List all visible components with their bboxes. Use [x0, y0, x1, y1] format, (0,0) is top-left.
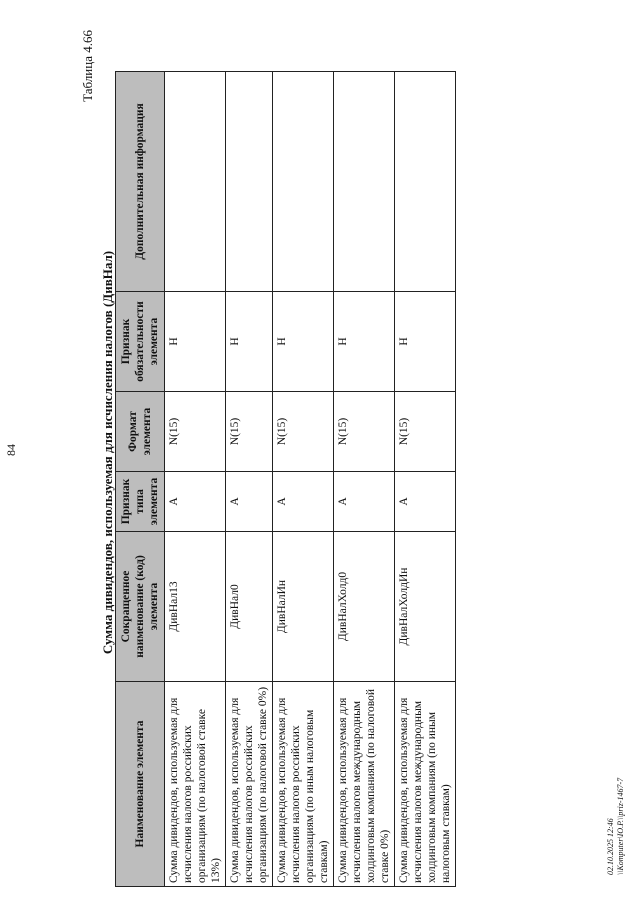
- table-title: Сумма дивидендов, используемая для исчисления налогов (ДивНал): [100, 250, 115, 655]
- table-row: [273, 72, 334, 887]
- cell-name: Сумма дивидендов, используемая для исчисления налогов российских организациям (по налоговой ставке 0%): [226, 682, 273, 887]
- cell-type: А: [395, 472, 456, 532]
- header-name: Наименование элемента: [116, 682, 165, 887]
- cell-format: N(15): [395, 392, 456, 472]
- cell-required: Н: [395, 292, 456, 392]
- cell-info: [273, 72, 334, 292]
- table-row: [334, 72, 395, 887]
- cell-name: Сумма дивидендов, используемая для исчисления налогов российских организациям (по налоговой ставке 13%): [165, 682, 226, 887]
- cell-required: Н: [334, 292, 395, 392]
- cell-name: Сумма дивидендов, используемая для исчисления налогов российских организациям (по иным налоговым ставкам): [273, 682, 334, 887]
- print-footer: [606, 778, 626, 875]
- table-header-row: [116, 72, 165, 887]
- cell-required: Н: [273, 292, 334, 392]
- cell-code: ДивНалИн: [273, 532, 334, 682]
- elements-table: [115, 71, 456, 887]
- cell-type: А: [226, 472, 273, 532]
- page-number: 84: [4, 444, 18, 456]
- cell-info: [395, 72, 456, 292]
- cell-format: N(15): [165, 392, 226, 472]
- cell-name: Сумма дивидендов, используемая для исчисления налогов международным холдинговым компаниям (по иным налоговым ставкам): [395, 682, 456, 887]
- cell-info: [226, 72, 273, 292]
- print-timestamp: 02.10.2025 12:46: [606, 818, 615, 875]
- print-path: \\Komputer\IO.P.\\priz-1467-7: [616, 777, 625, 875]
- header-type: Признак типа элемента: [116, 472, 165, 532]
- cell-format: N(15): [334, 392, 395, 472]
- cell-required: Н: [165, 292, 226, 392]
- header-format: Формат элемента: [116, 392, 165, 472]
- cell-info: [165, 72, 226, 292]
- header-code: Сокращенное наименование (код) элемента: [116, 532, 165, 682]
- cell-type: А: [165, 472, 226, 532]
- cell-info: [334, 72, 395, 292]
- cell-format: N(15): [273, 392, 334, 472]
- cell-format: N(15): [226, 392, 273, 472]
- cell-required: Н: [226, 292, 273, 392]
- cell-code: ДивНалХолд0: [334, 532, 395, 682]
- cell-type: А: [273, 472, 334, 532]
- cell-code: ДивНал0: [226, 532, 273, 682]
- cell-name: Сумма дивидендов, используемая для исчисления налогов международным холдинговым компаниям (по налоговой ставке 0%): [334, 682, 395, 887]
- table-number: Таблица 4.66: [80, 30, 95, 102]
- table-row: [395, 72, 456, 887]
- table-row: [226, 72, 273, 887]
- header-info: Дополнительная информация: [116, 72, 165, 292]
- header-required: Признак обязательности элемента: [116, 292, 165, 392]
- cell-type: А: [334, 472, 395, 532]
- cell-code: ДивНал13: [165, 532, 226, 682]
- table-row: [165, 72, 226, 887]
- cell-code: ДивНалХолдИн: [395, 532, 456, 682]
